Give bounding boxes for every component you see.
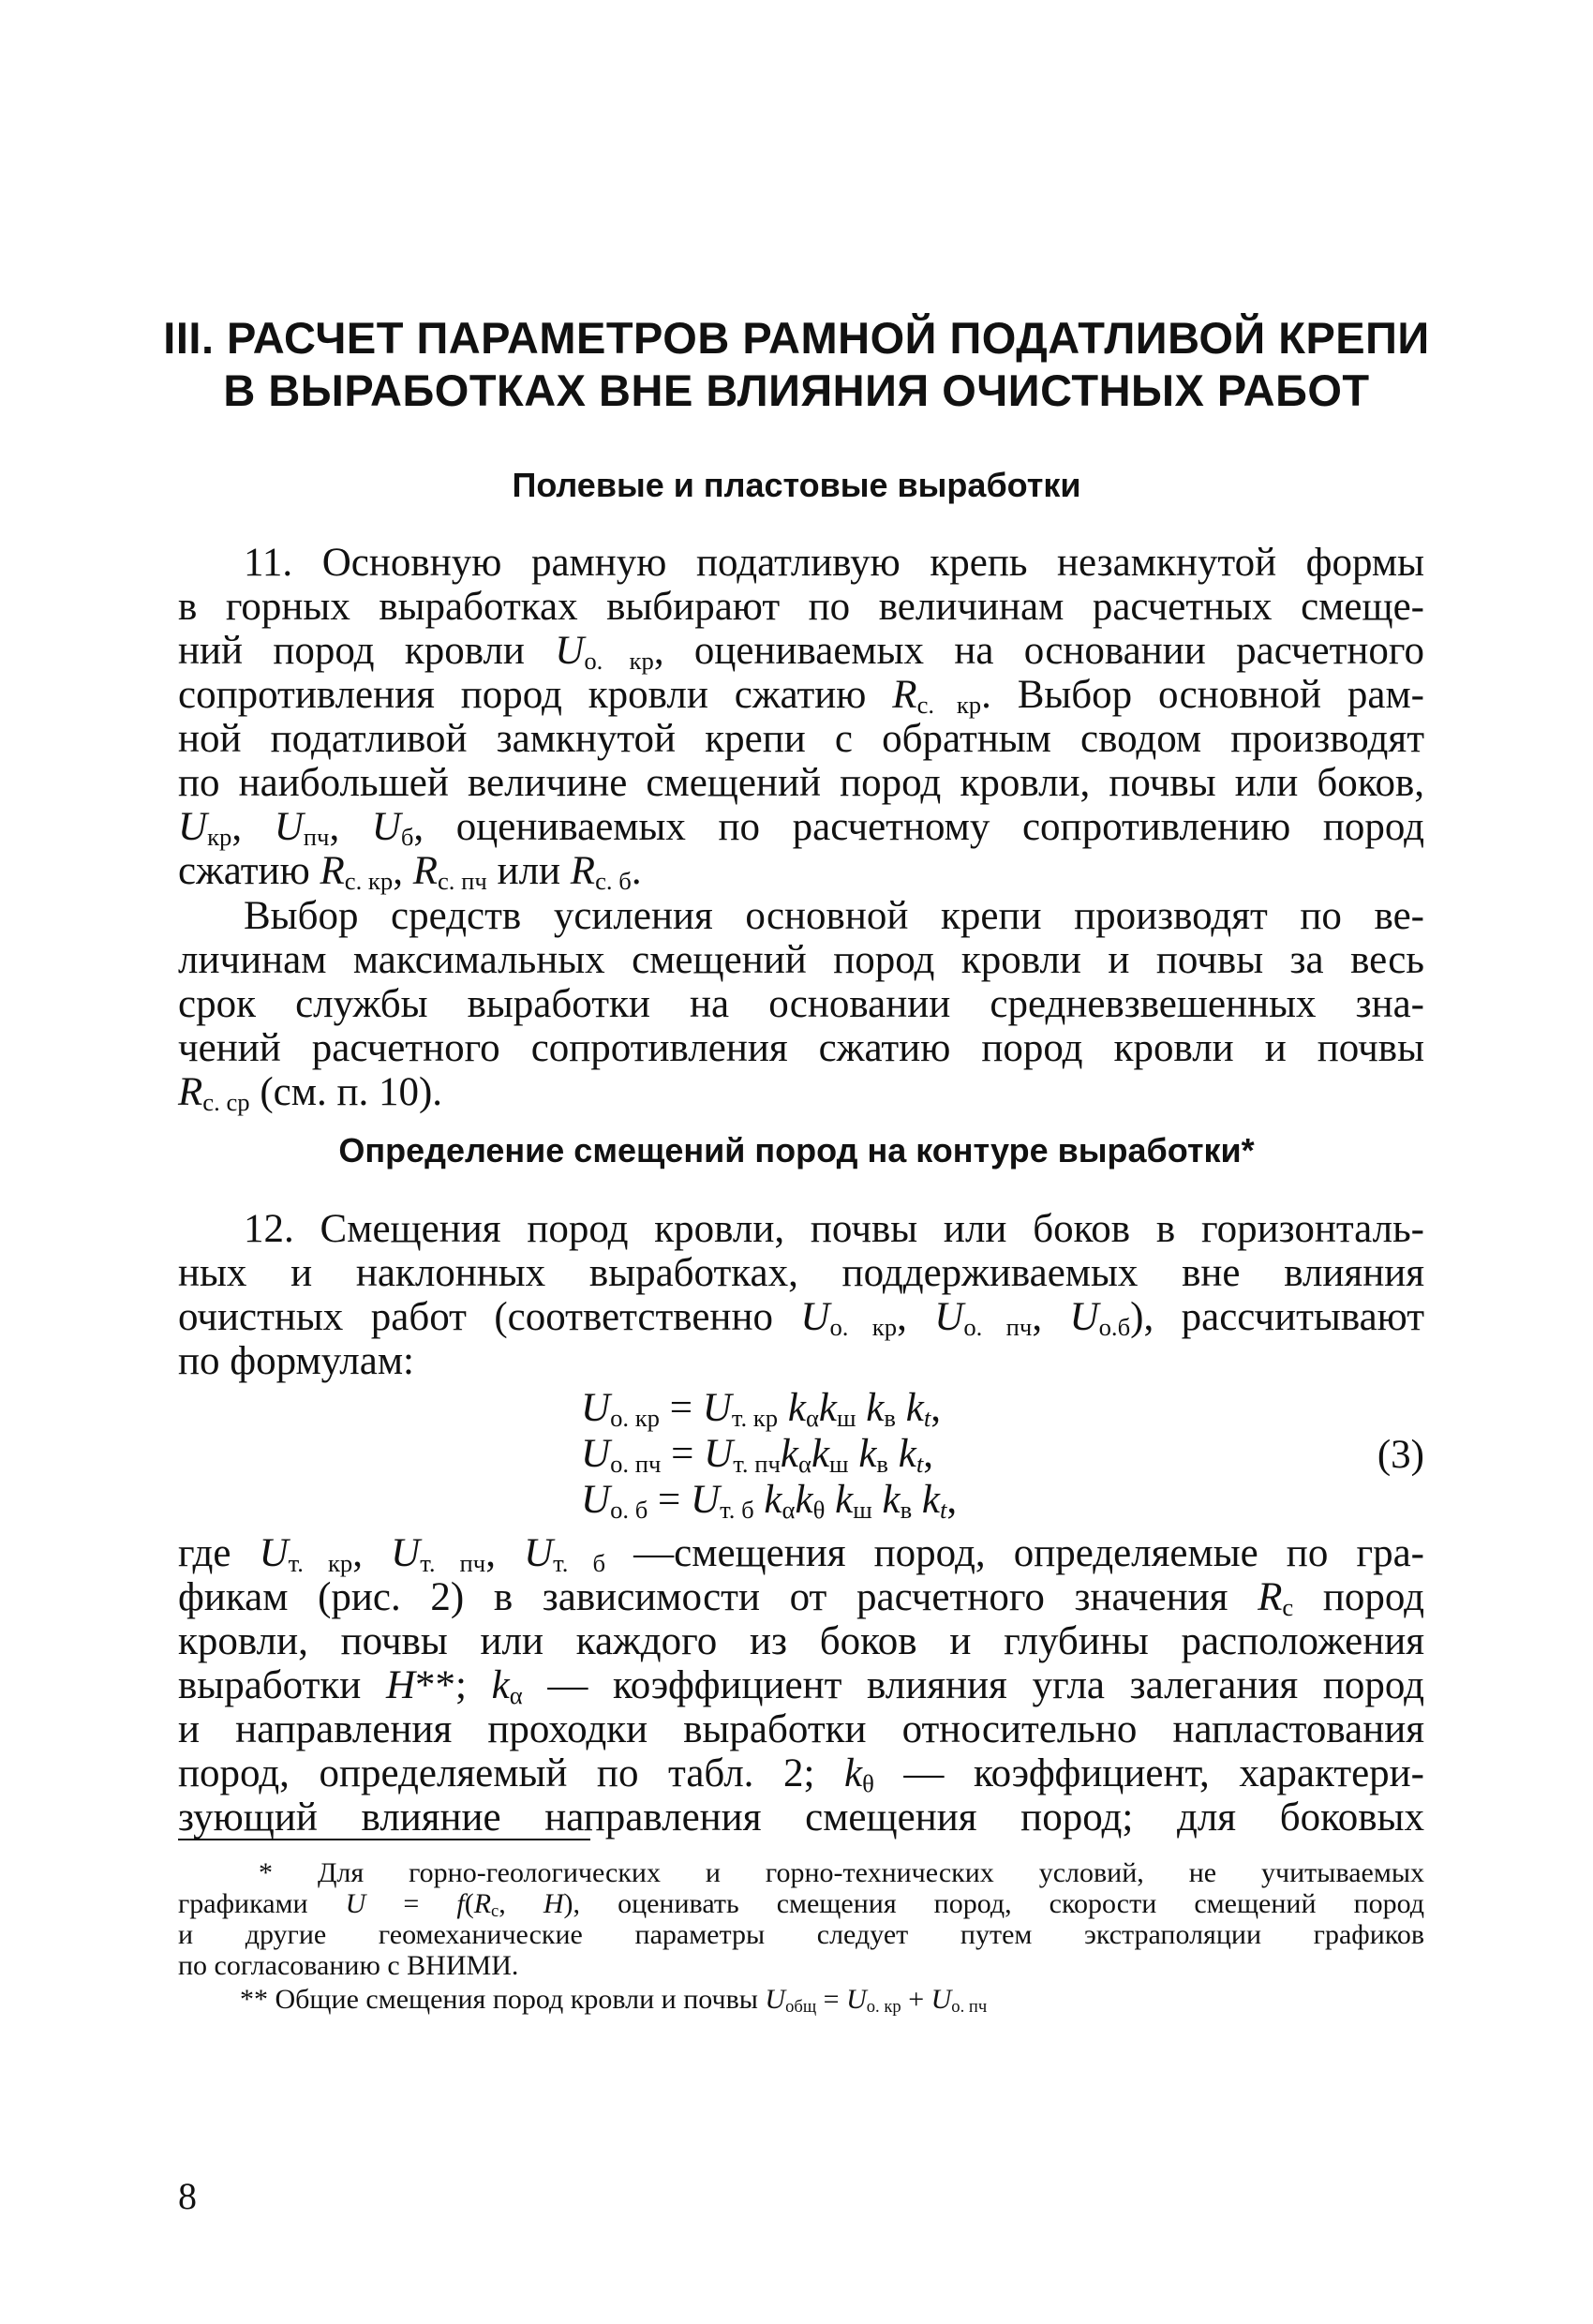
page-number: 8	[178, 2175, 197, 2217]
chapter-heading	[141, 312, 1452, 417]
equation-number: (3)	[1377, 1433, 1424, 1477]
p11-line2: в горных выработках выбирают по величинам расчетных смеще-	[178, 585, 1424, 629]
chapter-heading-line2: В ВЫРАБОТКАХ ВНЕ ВЛИЯНИЯ ОЧИСТНЫХ РАБОТ	[223, 365, 1370, 415]
p11-line5: ной податливой замкнутой крепи с обратным сводом производят	[178, 717, 1424, 761]
chapter-heading-line1: III. РАСЧЕТ ПАРАМЕТРОВ РАМНОЙ ПОДАТЛИВОЙ КРЕПИ	[163, 313, 1430, 363]
paragraph-11: 11. Основную рамную податливую крепь незамкнутой формы в горных выработках выбирают по величинам расчетных смеще- ний пород кровли $U_{о. кр}$, оцениваемых на основании расчетного сопротивления пород кровли сжатию $R_{с. кр}$. Выбор основной рам- ной податливой замкнутой крепи с обратным сводом производят по наибольшей величине смещений пород кровли, почвы или боков, $U_{кр}$, $U_{пч}$, $U_б$, оцениваемых по расчетному сопротивлению пород сжатию $R_{с. кр}$, $R_{с. пч}$ или $R_{с. б}$.	[178, 541, 1424, 895]
paragraph-12-continued: где $U_{т. кр}$, $U_{т. пч}$, $U_{т. б}$ —смещения пород, определяемые по гра- фикам (рис. 2) в зависимости от расчетного значения $R_с$ пород кровли, почвы или каждого из боков и глубины расположения выработки H**; $k_\alpha$ — коэффициент влияния угла залегания пород и направления проходки выработки относительно напластования пород, определяемый по табл. 2; $k_\theta$ — коэффициент, характери- зующий влияние направления смещения пород; для боковых	[178, 1531, 1425, 1840]
section-title-field-seam-workings: Полевые и пластовые выработки	[512, 466, 1081, 504]
p11-line1: 11. Основную рамную податливую крепь незамкнутой формы	[244, 541, 1424, 585]
p11-line6: по наибольшей величине смещений пород кровли, почвы или боков,	[178, 761, 1424, 805]
formula-roof: $U_{о. кр} = U_{т. кр}$ $k_\alpha k_ш$ $k_в$ $k_t$,	[581, 1386, 941, 1432]
footnote-2: ** Общие смещения пород кровли и почвы $U_{общ} = U_{о. кр} + U_{о. пч}$	[240, 1984, 988, 2018]
paragraph-11-continued: Выбор средств усиления основной крепи производят по ве- личинам максимальных смещений пород кровли и почвы за весь срок службы выработки на основании средневзвешенных зна- чений расчетного сопротивления сжатию пород кровли и почвы $R_{с. ср}$ (см. п. 10).	[178, 894, 1424, 1116]
footnote-separator	[178, 1839, 590, 1840]
paragraph-12: 12. Смещения пород кровли, почвы или боков в горизонталь- ных и наклонных выработках, поддерживаемых вне влияния очистных работ (соответственно $U_{о. кр}$, $U_{о. пч}$, $U_{о.б}$), рассчитывают по формулам:	[178, 1207, 1425, 1383]
formula-floor: $U_{о. пч} = U_{т. пч}k_\alpha k_ш$ $k_в$ $k_t$,	[581, 1432, 933, 1478]
formula-side: $U_{о. б} = U_{т. б}$ $k_\alpha k_\theta$ $k_ш$ $k_в$ $k_t$,	[581, 1478, 958, 1524]
section-title-rock-displacement: Определение смещений пород на контуре выработки*	[338, 1131, 1255, 1169]
footnote-1: * Для горно-геологических и горно-технических условий, не учитываемых графиками $U = f(R_с$, H), оценивать смещения пород, скорости смещений пород и другие геомеханические параметры следует путем экстраполяции графиков по согласованию с ВНИМИ.	[178, 1857, 1425, 1981]
formula-3	[581, 1385, 1331, 1523]
